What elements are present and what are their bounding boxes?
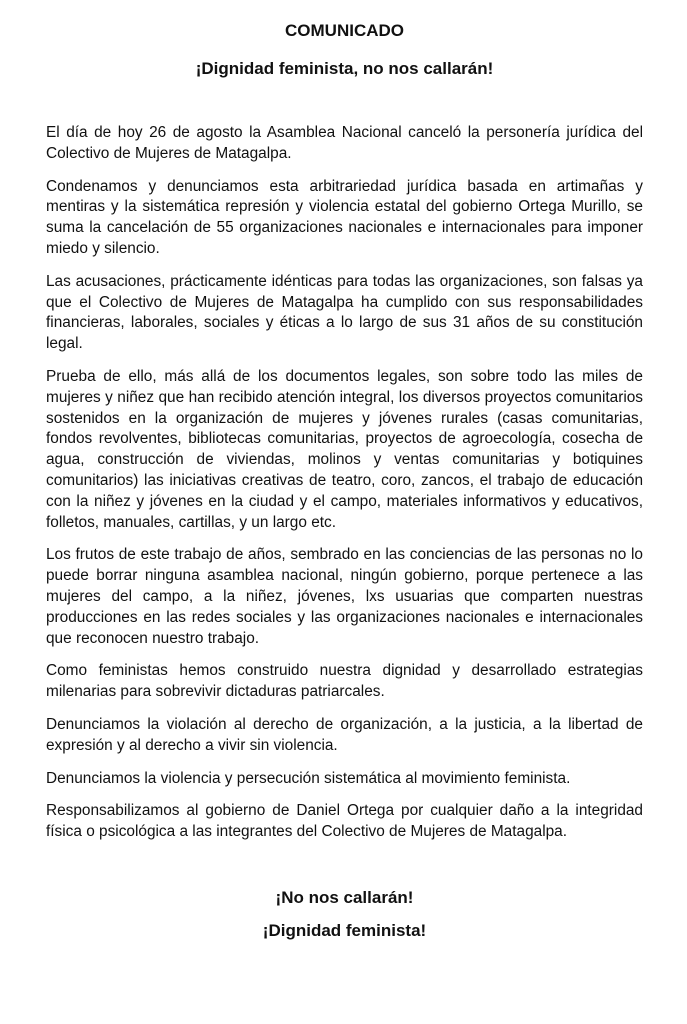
paragraph-condemnation: Condenamos y denunciamos esta arbitrariedad jurídica basada en artimañas y mentiras y la sistemática represión y violencia estatal del gobierno Ortega Murillo, se suma la cancelación de 55 organizaciones nacionales e internacionales para imponer miedo y silencio.: [46, 177, 643, 257]
document-subtitle: ¡Dignidad feminista, no nos callarán!: [195, 59, 494, 78]
paragraph-responsibility: Responsabilizamos al gobierno de Daniel Ortega por cualquier daño a la integridad física o psicológica a las integrantes del Colectivo de Mujeres de Matagalpa.: [46, 802, 643, 841]
document-body: [46, 123, 643, 843]
paragraph-fruits-of-work: Los frutos de este trabajo de años, sembrado en las conciencias de las personas no lo puede borrar ninguna asamblea nacional, ningún gobierno, porque pertenece a las mujeres del campo, a la niñez, jóvenes, lxs usuarias que comparten nuestras producciones en las redes sociales y las organizaciones nacionales e internacionales que reconocen nuestro trabajo.: [46, 546, 643, 647]
paragraph-persecution: Denunciamos la violencia y persecución sistemática al movimiento feminista.: [46, 769, 571, 787]
document-title: COMUNICADO: [285, 21, 404, 40]
paragraph-rights-violation: Denunciamos la violación al derecho de organización, a la justicia, a la libertad de expresión y al derecho a vivir sin violencia.: [46, 715, 643, 754]
closing-slogan-no-callaran: ¡No nos callarán!: [275, 887, 414, 907]
closing-slogans: [46, 887, 643, 942]
paragraph-evidence: Prueba de ello, más allá de los documentos legales, son sobre todo las miles de mujeres y niñez que han recibido atención integral, los diversos proyectos comunitarios sostenidos en la organización de mujeres y jóvenes rurales (casas comunitarias, fondos revolventes, bibliotecas comunitarias, proyectos de agroecología, cosecha de agua, construcción de viviendas, molinos y ventas comunitarias y botiquines comunitarios) las iniciativas creativas de teatro, coro, zancos, el trabajo de educación con la niñez y jóvenes en la ciudad y el campo, materiales informativos y educativos, folletos, manuales, cartillas, y un largo etc.: [46, 367, 643, 531]
paragraph-accusations: Las acusaciones, prácticamente idénticas para todas las organizaciones, son falsas ya que el Colectivo de Mujeres de Matagalpa ha cumplido con sus responsabilidades financieras, laborales, sociales y éticas a lo largo de sus 31 años de su constitución legal.: [46, 272, 643, 353]
paragraph-feminist-dignity: Como feministas hemos construido nuestra dignidad y desarrollado estrategias milenarias para sobrevivir dictaduras patriarcales.: [46, 662, 643, 701]
paragraph-cancellation: El día de hoy 26 de agosto la Asamblea Nacional canceló la personería jurídica del Colectivo de Mujeres de Matagalpa.: [46, 124, 643, 162]
closing-slogan-dignidad: ¡Dignidad feminista!: [262, 920, 427, 940]
